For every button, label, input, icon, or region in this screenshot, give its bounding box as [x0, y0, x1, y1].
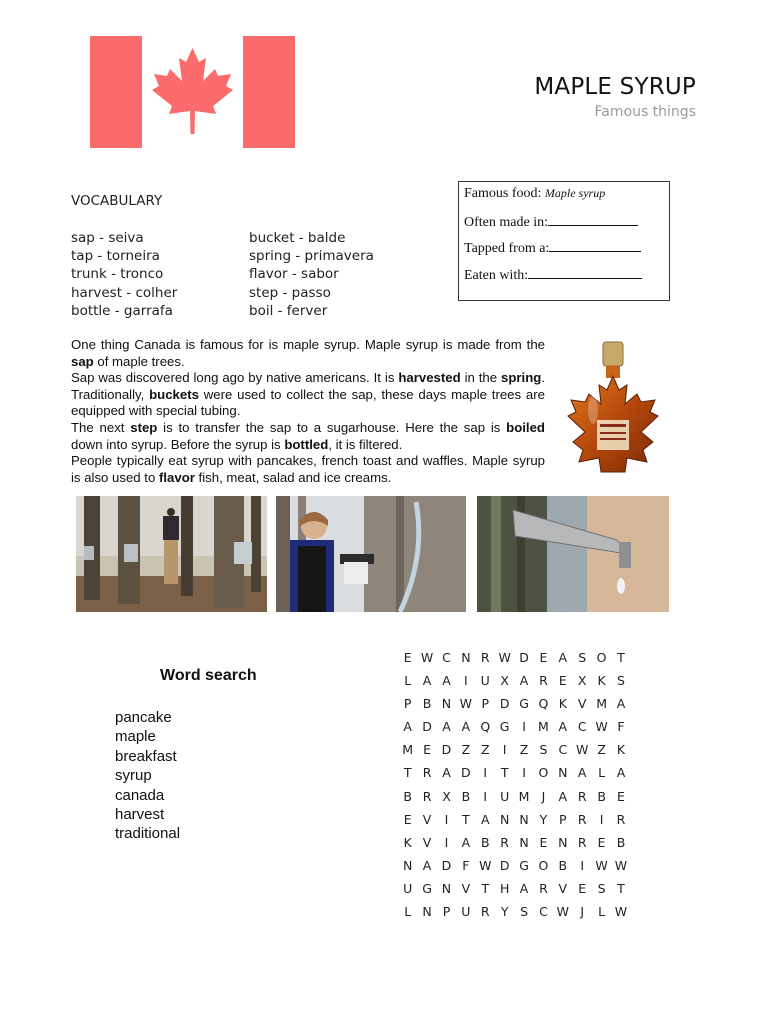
grid-letter: I — [599, 811, 604, 827]
grid-letter: B — [480, 834, 490, 850]
grid-row — [398, 812, 631, 835]
grid-letter: D — [499, 857, 510, 873]
answer-blank[interactable] — [548, 213, 638, 226]
grid-letter: Z — [519, 742, 529, 758]
grid-row — [398, 858, 631, 881]
famous-food-box — [458, 181, 670, 301]
grid-letter: E — [403, 811, 412, 827]
grid-letter: K — [597, 673, 606, 689]
flag-left-band — [90, 36, 142, 148]
grid-letter: B — [616, 834, 626, 850]
grid-letter: N — [519, 834, 529, 850]
grid-letter: W — [479, 857, 492, 873]
grid-letter: I — [502, 742, 507, 758]
vocab-item: tap - torneira — [71, 248, 160, 265]
grid-letter: R — [616, 811, 626, 827]
grid-letter: R — [577, 788, 587, 804]
grid-letter: I — [580, 857, 585, 873]
grid-letter: S — [539, 742, 548, 758]
grid-letter: N — [403, 857, 413, 873]
vocab-item: spring - primavera — [249, 248, 374, 265]
word-list-item: breakfast — [115, 747, 177, 765]
grid-letter: L — [404, 904, 412, 920]
grid-letter: X — [577, 673, 587, 689]
word-list-item: maple — [115, 728, 156, 746]
grid-letter: A — [558, 788, 568, 804]
word-search-word-list — [115, 708, 180, 844]
grid-letter: A — [558, 719, 568, 735]
grid-letter: A — [616, 696, 626, 712]
grid-letter: M — [518, 788, 530, 804]
grid-letter: O — [538, 765, 549, 781]
grid-letter: V — [422, 811, 432, 827]
grid-letter: A — [422, 673, 432, 689]
grid-letter: Q — [480, 719, 491, 735]
grid-letter: E — [578, 880, 587, 896]
word-search-title: Word search — [160, 667, 257, 684]
grid-letter: A — [442, 719, 451, 735]
grid-letter: K — [558, 696, 567, 712]
grid-letter: M — [402, 742, 414, 758]
grid-letter: W — [420, 650, 434, 665]
vocab-item: sap - seiva — [71, 230, 144, 246]
grid-letter: I — [483, 765, 488, 781]
often-made-in-row — [464, 213, 669, 240]
grid-letter: X — [442, 788, 451, 804]
grid-letter: Q — [538, 696, 549, 712]
grid-letter: R — [539, 880, 548, 896]
grid-letter: B — [597, 788, 606, 804]
grid-letter: T — [403, 765, 412, 781]
grid-letter: I — [444, 811, 449, 827]
grid-letter: R — [577, 834, 587, 850]
grid-letter: B — [403, 788, 412, 804]
grid-letter: W — [498, 650, 511, 665]
eaten-with-label: Eaten with: — [464, 267, 529, 283]
grid-letter: B — [461, 788, 471, 804]
grid-row — [398, 719, 631, 742]
grid-letter: E — [558, 673, 567, 689]
grid-row — [398, 881, 631, 904]
spout-drip-photo — [477, 496, 669, 612]
grid-letter: N — [558, 834, 568, 850]
grid-row — [398, 765, 631, 788]
page-title: MAPLE SYRUP — [534, 74, 696, 100]
grid-letter: P — [442, 904, 451, 920]
grid-letter: V — [577, 696, 587, 712]
grid-letter: G — [519, 696, 529, 712]
grid-letter: E — [539, 650, 548, 665]
paragraph: One thing Canada is famous for is maple syrup. Maple syrup is made from the sap of maple trees. — [71, 337, 545, 369]
vocab-item: bottle - garrafa — [71, 302, 173, 319]
grid-letter: F — [462, 857, 470, 873]
grid-letter: R — [577, 811, 587, 827]
grid-letter: W — [595, 719, 608, 735]
grid-letter: J — [541, 788, 546, 804]
vocab-item: harvest - colher — [71, 284, 178, 301]
tapped-from-row — [464, 239, 669, 266]
word-list-item: pancake — [115, 709, 172, 726]
vocab-item: boil - ferver — [249, 302, 328, 319]
grid-letter: Y — [500, 904, 509, 920]
grid-letter: A — [461, 834, 471, 850]
grid-letter: W — [614, 904, 628, 920]
grid-letter: V — [558, 880, 568, 896]
grid-letter: L — [404, 673, 412, 689]
grid-letter: C — [539, 904, 548, 920]
grid-letter: N — [441, 880, 452, 896]
grid-letter: D — [461, 765, 471, 781]
grid-letter: R — [539, 673, 548, 689]
grid-letter: E — [539, 834, 548, 850]
grid-letter: N — [441, 696, 452, 712]
grid-letter: J — [580, 904, 585, 920]
grid-letter: R — [480, 650, 490, 665]
grid-letter: A — [480, 811, 490, 827]
grid-letter: X — [500, 673, 509, 689]
grid-letter: E — [423, 742, 432, 758]
grid-letter: Z — [480, 742, 490, 758]
grid-letter: D — [499, 696, 510, 712]
grid-letter: S — [597, 880, 606, 896]
grid-letter: C — [577, 719, 587, 735]
grid-letter: W — [595, 857, 608, 873]
grid-letter: T — [617, 650, 625, 665]
grid-letter: N — [461, 650, 471, 665]
vocabulary-list-right — [249, 229, 374, 320]
eaten-with-row — [464, 266, 669, 293]
grid-letter: A — [558, 650, 568, 665]
grid-letter: I — [522, 765, 526, 781]
grid-letter: S — [520, 904, 528, 920]
vocab-item: step - passo — [249, 284, 331, 301]
vocabulary-list-left — [71, 229, 177, 320]
grid-letter: A — [519, 880, 529, 896]
grid-letter: Z — [597, 742, 606, 758]
grid-letter: N — [499, 811, 510, 827]
grid-letter: E — [403, 650, 412, 665]
grid-letter: D — [519, 650, 529, 665]
grid-letter: R — [422, 765, 432, 781]
grid-letter: I — [483, 788, 488, 804]
grid-letter: T — [481, 880, 490, 896]
word-list-item: canada — [115, 786, 165, 804]
maple-leaf-icon — [142, 36, 243, 148]
paragraph: The next step is to transfer the sap to a sugarhouse. Here the sap is boiled down into syrup. Before the syrup is bottled, it is filtered. — [71, 419, 545, 452]
grid-letter: R — [500, 834, 509, 850]
grid-letter: B — [422, 696, 432, 712]
famous-food-label: Famous food: — [464, 186, 542, 201]
often-made-in-label: Often made in: — [464, 214, 548, 230]
paragraph: People typically eat syrup with pancakes, french toast and waffles. Maple syrup is also used to flavor fish, meat, salad and ice creams. — [71, 453, 545, 485]
grid-letter: A — [616, 765, 626, 781]
grid-letter: A — [403, 719, 412, 735]
grid-row — [398, 742, 631, 765]
grid-letter: I — [464, 673, 468, 689]
grid-letter: D — [441, 742, 452, 758]
grid-letter: N — [422, 904, 432, 920]
grid-letter: U — [500, 788, 510, 804]
grid-letter: C — [442, 650, 451, 665]
grid-letter: L — [598, 765, 606, 781]
grid-letter: O — [596, 650, 607, 665]
grid-letter: A — [422, 857, 432, 873]
grid-row — [398, 789, 631, 812]
grid-letter: P — [559, 811, 567, 827]
grid-row — [398, 904, 631, 927]
grid-letter: Y — [539, 811, 548, 827]
word-list-item: traditional — [115, 825, 181, 843]
grid-letter: U — [480, 673, 490, 689]
grid-row — [398, 835, 631, 858]
buckets-on-trees-photo — [76, 496, 267, 612]
grid-letter: A — [461, 719, 471, 735]
grid-letter: T — [462, 811, 470, 827]
reading-text — [71, 337, 545, 486]
tapped-from-label: Tapped from a: — [464, 241, 550, 256]
grid-letter: A — [442, 765, 451, 781]
word-search-grid — [398, 650, 631, 927]
grid-letter: A — [442, 673, 451, 689]
grid-letter: P — [481, 696, 490, 712]
grid-letter: A — [577, 765, 587, 781]
page-subtitle: Famous things — [594, 104, 696, 120]
grid-letter: T — [500, 765, 509, 781]
grid-row — [398, 673, 631, 696]
word-list-item: syrup — [115, 767, 152, 785]
tapping-tree-photo — [276, 496, 466, 612]
grid-letter: S — [578, 650, 587, 665]
grid-letter: V — [422, 834, 432, 850]
grid-letter: M — [538, 719, 549, 735]
grid-letter: F — [617, 719, 625, 735]
grid-letter: G — [499, 719, 510, 735]
grid-letter: R — [480, 904, 490, 920]
grid-letter: Z — [461, 742, 471, 758]
grid-letter: T — [617, 880, 625, 896]
grid-letter: V — [461, 880, 471, 896]
grid-letter: I — [522, 719, 526, 735]
grid-letter: B — [558, 857, 568, 873]
grid-letter: D — [441, 857, 452, 873]
vocab-item: bucket - balde — [249, 230, 346, 246]
grid-letter: G — [519, 857, 529, 873]
grid-letter: M — [596, 696, 607, 712]
maple-syrup-bottle-image — [563, 338, 663, 480]
answer-blank[interactable] — [528, 266, 642, 279]
grid-letter: O — [538, 857, 549, 873]
vocab-item: trunk - tronco — [71, 266, 164, 283]
grid-letter: K — [616, 742, 626, 758]
grid-letter: C — [558, 742, 568, 758]
famous-food-row — [464, 186, 669, 213]
grid-letter: A — [519, 673, 529, 689]
vocabulary-heading: VOCABULARY — [71, 193, 163, 209]
grid-letter: E — [597, 834, 606, 850]
paragraph: Sap was discovered long ago by native americans. It is harvested in the spring. Traditionally, buckets were used to collect the sap, these days maple trees are equipped with special tubing. — [71, 370, 545, 419]
grid-letter: U — [461, 904, 471, 920]
grid-letter: R — [422, 788, 432, 804]
word-list-item: harvest — [115, 806, 165, 824]
grid-letter: S — [617, 673, 625, 689]
grid-letter: U — [403, 880, 413, 896]
answer-blank[interactable] — [549, 239, 641, 252]
grid-letter: K — [403, 834, 412, 850]
grid-letter: P — [403, 696, 412, 712]
grid-letter: I — [444, 834, 449, 850]
grid-letter: G — [422, 880, 432, 896]
grid-row — [398, 696, 631, 719]
grid-letter: E — [617, 788, 625, 804]
grid-letter: N — [558, 765, 568, 781]
canada-flag — [90, 36, 295, 148]
vocab-item: flavor - sabor — [249, 266, 339, 283]
grid-letter: W — [556, 904, 569, 920]
grid-letter: H — [499, 880, 510, 896]
grid-letter: W — [614, 857, 628, 873]
grid-letter: W — [459, 696, 473, 712]
grid-letter: D — [422, 719, 432, 735]
grid-row — [398, 650, 631, 673]
grid-letter: L — [598, 904, 606, 920]
grid-letter: N — [519, 811, 529, 827]
flag-right-band — [243, 36, 295, 148]
grid-letter: W — [576, 742, 589, 758]
famous-food-value: Maple syrup — [544, 186, 606, 200]
